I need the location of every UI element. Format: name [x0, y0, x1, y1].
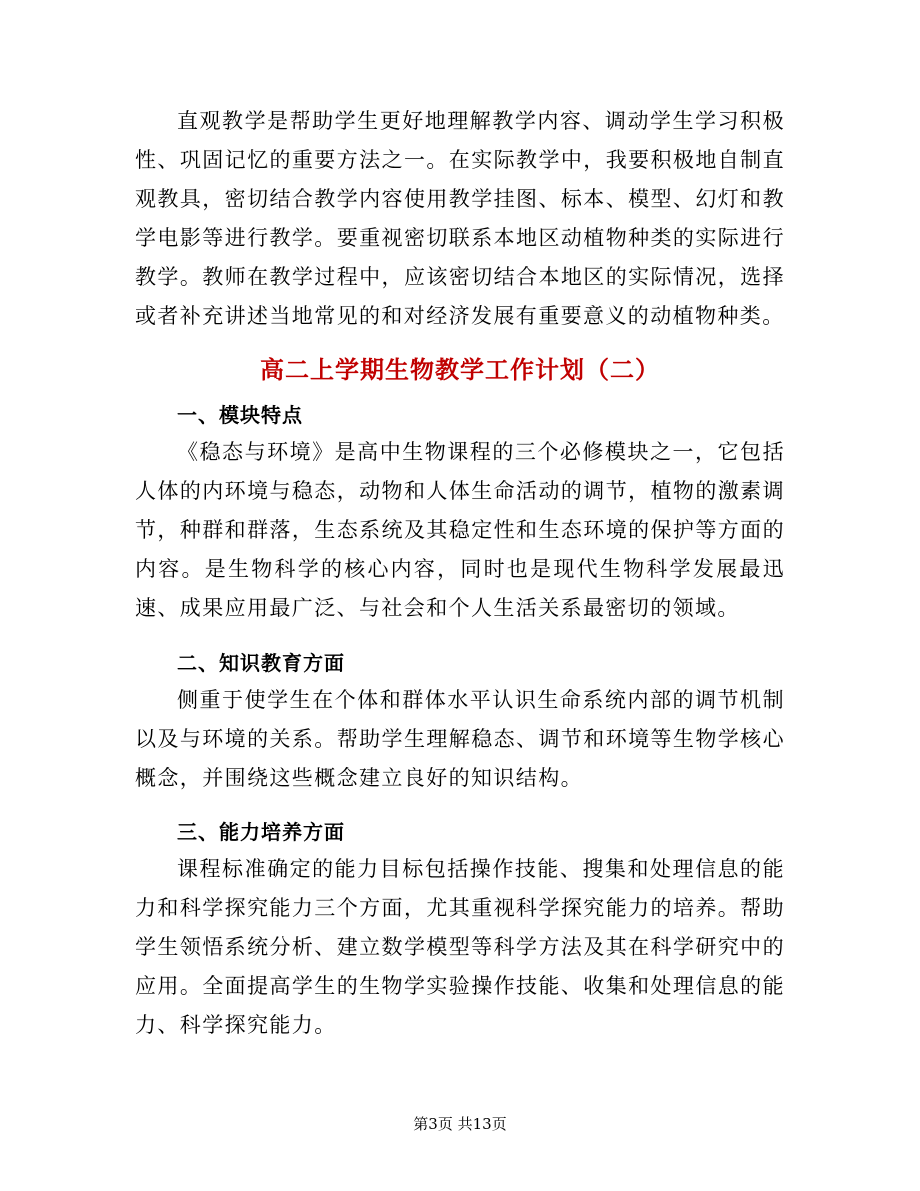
section-title: 高二上学期生物教学工作计划（二）: [260, 355, 660, 384]
knowledge-education-paragraph: 侧重于使学生在个体和群体水平认识生命系统内部的调节机制以及与环境的关系。帮助学生理解稳态、调节和环境等生物学核心概念，并围绕这些概念建立良好的知识结构。: [135, 688, 785, 790]
page-number-footer: 第3页 共13页: [413, 1115, 507, 1133]
intro-paragraph: 直观教学是帮助学生更好地理解教学内容、调动学生学习积极性、巩固记忆的重要方法之一。在实际教学中，我要积极地自制直观教具，密切结合教学内容使用教学挂图、标本、模型、幻灯和教学电影等进行教学。要重视密切联系本地区动植物种类的实际进行教学。教师在教学过程中，应该密切结合本地区的实际情况，选择或者补充讲述当地常见的和对经济发展有重要意义的动植物种类。: [135, 109, 785, 328]
module-features-paragraph: 《稳态与环境》是高中生物课程的三个必修模块之一，它包括人体的内环境与稳态，动物和人体生命活动的调节，植物的激素调节，种群和群落，生态系统及其稳定性和生态环境的保护等方面的内容。是生物科学的核心内容，同时也是现代生物科学发展最迅速、成果应用最广泛、与社会和个人生活关系最密切的领域。: [135, 440, 785, 620]
heading-module-features: 一、模块特点: [177, 403, 303, 427]
heading-knowledge-education: 二、知识教育方面: [177, 651, 345, 675]
ability-training-paragraph: 课程标准确定的能力目标包括操作技能、搜集和处理信息的能力和科学探究能力三个方面，尤其重视科学探究能力的培养。帮助学生领悟系统分析、建立数学模型等科学方法及其在科学研究中的应用。全面提高学生的生物学实验操作技能、收集和处理信息的能力、科学探究能力。: [135, 857, 785, 1037]
heading-ability-training: 三、能力培养方面: [177, 820, 345, 844]
